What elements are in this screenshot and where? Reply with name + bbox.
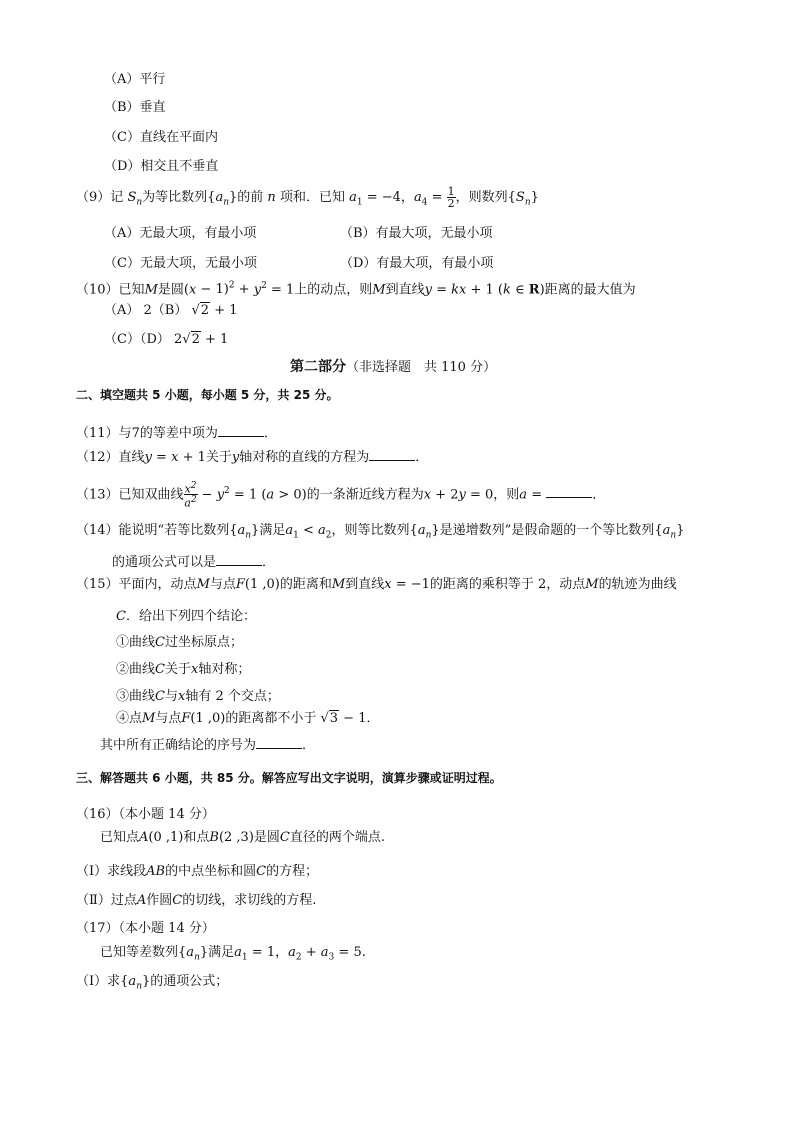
q12: （12）直线y = x + 1关于y轴对称的直线的方程为 ． — [76, 450, 429, 465]
answer-blank — [216, 553, 262, 566]
q11: （11）与7的等差中项为 ． — [76, 426, 277, 441]
q8-option-a: （A）平行 — [104, 72, 166, 87]
q15-conclusion-2: ②曲线C关于x轴对称； — [116, 662, 251, 677]
q15-answer: 其中所有正确结论的序号为 ． — [100, 738, 316, 753]
q17-heading: （17）（本小题 14 分） — [76, 921, 215, 936]
q17-stem: 已知等差数列$\{a_n\}$满足$a_1 = 1$，$a_2 + a_3 = 5$. — [100, 945, 366, 963]
answer-blank — [256, 736, 302, 749]
q15-conclusion-3: ③曲线C与x轴有 2 个交点； — [116, 689, 280, 704]
q15-line1: （15）平面内，动点M与点F(1 ,0)的距离和M到直线x = −1的距离的乘积等于 2，动点M的轨迹为曲线 — [76, 577, 677, 592]
q15-conclusion-1: ①曲线C过坐标原点； — [116, 635, 243, 650]
answer-blank — [218, 424, 264, 437]
q9-option-b: （B）有最大项，无最小项 — [340, 226, 493, 241]
section3-heading: 三、解答题共 6 小题，共 85 分。解答应写出文字说明，演算步骤或证明过程。 — [76, 771, 502, 785]
q16-heading: （16）（本小题 14 分） — [76, 807, 215, 822]
q17-part-1: （Ⅰ）求$\{a_n\}$的通项公式； — [76, 974, 229, 992]
answer-blank — [369, 448, 415, 461]
section2-heading: 二、填空题共 5 小题，每小题 5 分，共 25 分。 — [76, 388, 339, 402]
q15-line2: C．给出下列四个结论： — [116, 609, 256, 624]
q14-line1: （14）能说明“若等比数列$\{a_n\}$满足$a_1 < a_2$，则等比数列$\{a_n\}$是递增数列”是假命题的一个等比数列$\{a_n\}$ — [76, 523, 685, 541]
q8-option-c: （C）直线在平面内 — [104, 130, 218, 145]
answer-blank — [546, 485, 592, 498]
q14-line2: 的通项公式可以是 ． — [112, 555, 276, 570]
part2-title: 第二部分（非选择题 共 110 分） — [290, 359, 497, 375]
q8-option-b: （B）垂直 — [104, 100, 166, 115]
q15-conclusion-4: ④点M与点F(1 ,0)的距离都不小于 √3 − 1． — [116, 711, 380, 726]
q8-option-d: （D）相交且不垂直 — [104, 159, 219, 174]
q10-options-cd: （C）（D） 2√2 + 1 — [104, 332, 229, 347]
q9-option-c: （C）无最大项，无最小项 — [104, 256, 257, 271]
q16-part-1: （Ⅰ）求线段AB的中点坐标和圆C的方程； — [76, 864, 319, 879]
q9-option-d: （D）有最大项，有最小项 — [340, 256, 494, 271]
q10-stem: （10）已知M是圆$(x - 1)^2 + y^2 = 1$上的动点，则M到直线y = kx + 1 (k ∈ R)距离的最大值为 — [76, 281, 636, 298]
q10-options-ab: （A） 2（B） √2 + 1 — [104, 303, 238, 318]
q9-option-a: （A）无最大项，有最小项 — [104, 226, 257, 241]
q9-stem: （9）记 $S_n$为等比数列$\{a_n\}$的前 n 项和．已知 $a_1 = -4$，$a_4$ = $\frac{1}{2}$ ，则数列$\{S_n\}$ — [76, 185, 539, 210]
q16-stem: 已知点A(0 ,1)和点B(2 ,3)是圆C直径的两个端点. — [100, 830, 385, 845]
q16-part-2: （Ⅱ）过点A作圆C的切线，求切线的方程. — [76, 893, 317, 908]
q13: （13）已知双曲线 $\frac{x^2}{a^2}$ − $y^2 = 1$ (a > 0)的一条渐近线方程为x + 2y = 0，则a = ． — [76, 480, 606, 510]
